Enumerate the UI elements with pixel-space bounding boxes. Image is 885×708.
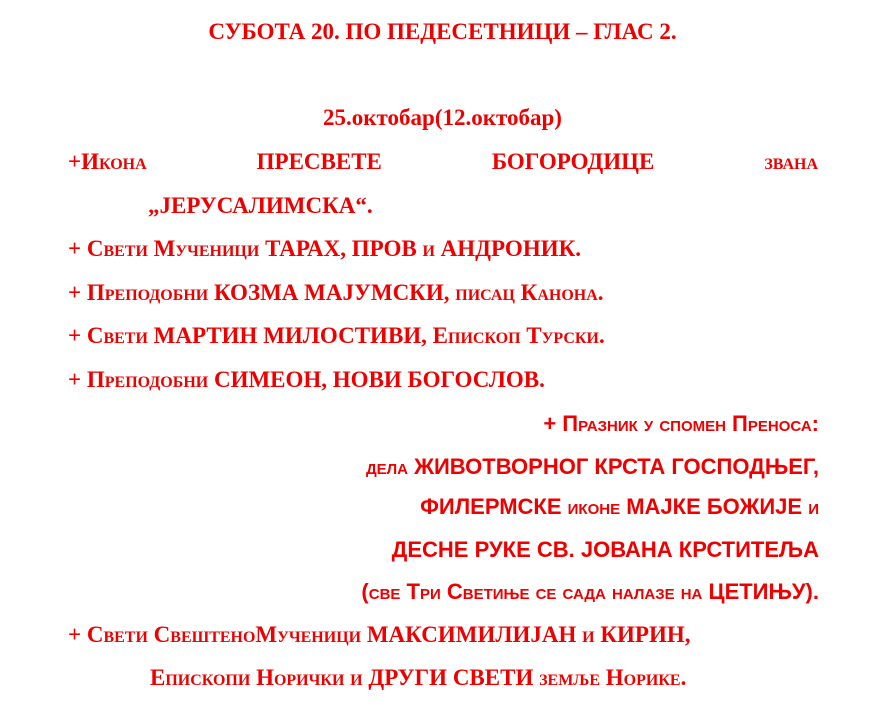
feast-heading: + Празник у спомен Преноса: xyxy=(543,411,819,436)
entry-icon-continuation: „ЈЕРУСАЛИМСКА“. xyxy=(148,193,373,218)
entry-martin: + Свети МАРТИН МИЛОСТИВИ, Епископ Турски. xyxy=(68,323,605,348)
page-title: СУБОТА 20. ПО ПЕДЕСЕТНИЦИ – ГЛАС 2. xyxy=(208,19,677,44)
entry-icon-word2: ПРЕСВЕТЕ xyxy=(256,149,382,174)
feast-line-cross: дела ЖИВОТВОРНОГ КРСТА ГОСПОДЊЕГ, xyxy=(365,454,819,479)
entry-maximilian-cont: Епископи Норички и ДРУГИ СВЕТИ земље Норике. xyxy=(150,665,687,690)
entry-icon-line xyxy=(68,148,818,176)
entry-icon-word4: звана xyxy=(764,149,818,174)
feast-line-icon: ФИЛЕРМСКЕ иконе МАЈКЕ БОЖИЈЕ и xyxy=(420,494,819,519)
date-line: 25.октобар(12.октобар) xyxy=(323,105,562,130)
entry-kozma: + Преподобни КОЗМА МАЈУМСКИ, писац Канона. xyxy=(68,280,604,305)
feast-line-note: (све Три Светиње се сада налазе на ЦЕТИЊУ). xyxy=(361,579,819,604)
feast-line-hand: ДЕСНЕ РУКЕ СВ. ЈОВАНА КРСТИТЕЉА xyxy=(391,537,819,562)
entry-simeon: + Преподобни СИМЕОН, НОВИ БОГОСЛОВ. xyxy=(68,367,545,392)
entry-martyrs: + Свети Мученици ТАРАХ, ПРОВ и АНДРОНИК. xyxy=(68,236,582,261)
entry-maximilian: + Свети СвештеноМученици МАКСИМИЛИЈАН и КИРИН, xyxy=(68,622,691,647)
entry-icon-word3: БОГОРОДИЦЕ xyxy=(491,149,655,174)
entry-icon-prefix: +Икона xyxy=(68,149,147,174)
